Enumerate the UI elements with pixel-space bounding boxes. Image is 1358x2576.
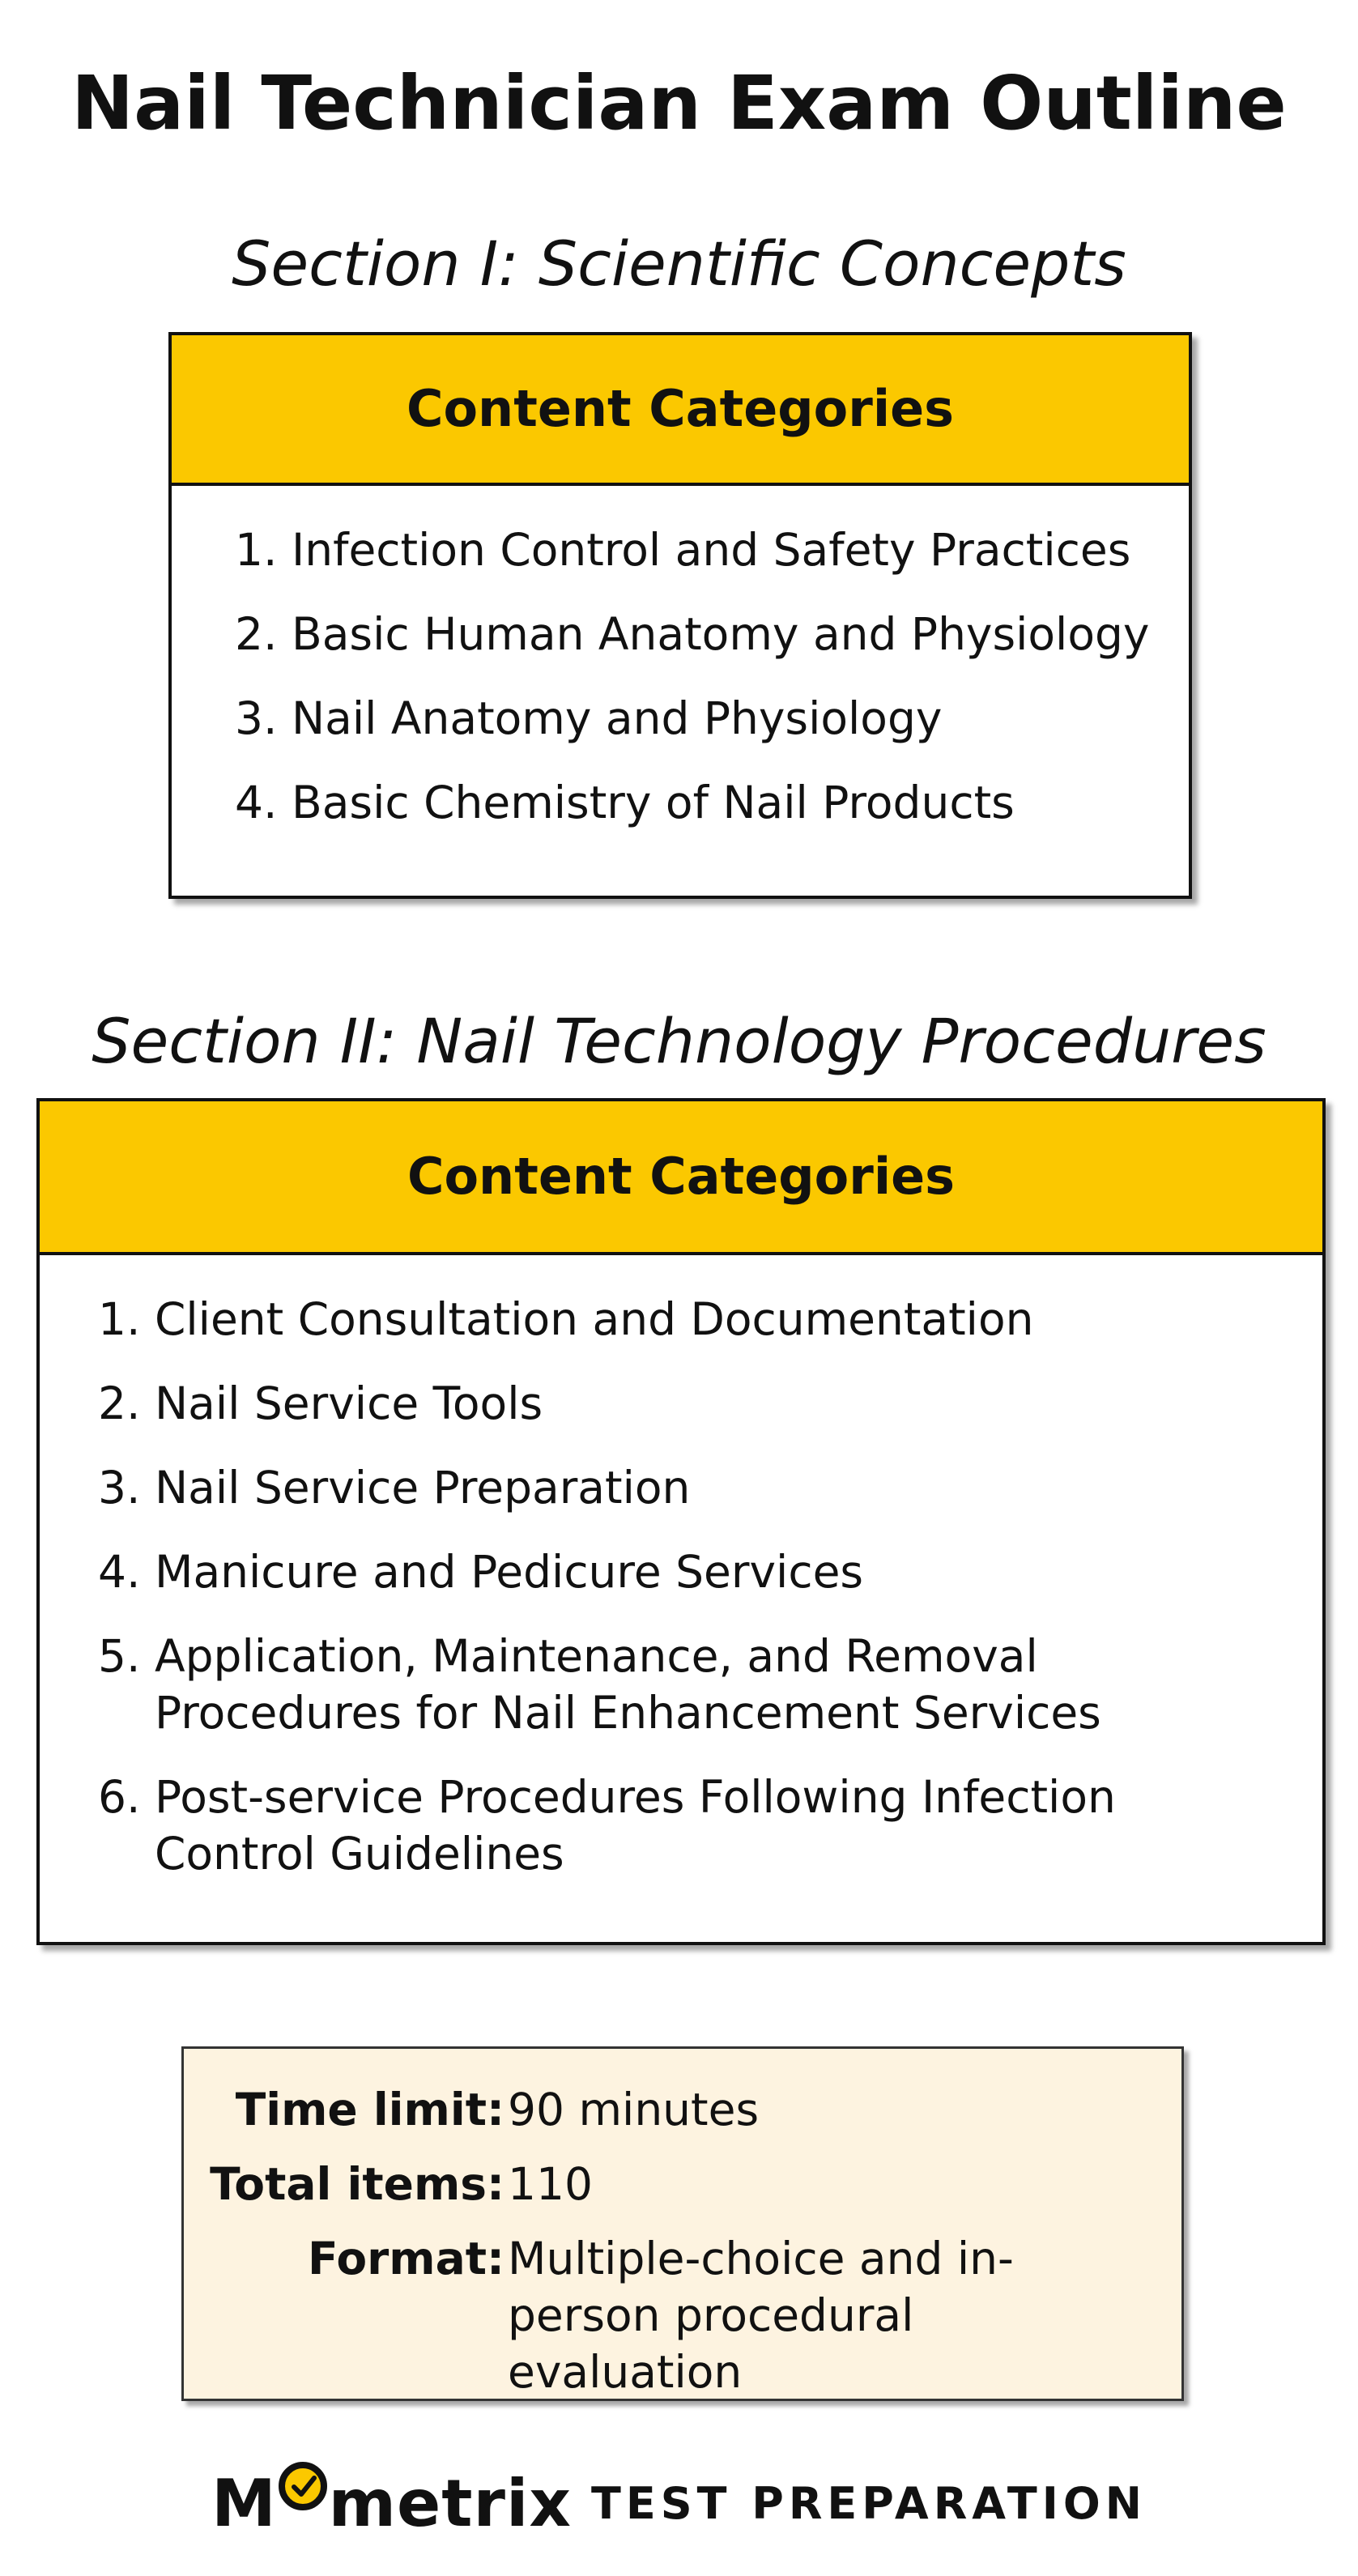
brand-tagline: TEST PREPARATION: [591, 2478, 1147, 2529]
brand-name-start: M: [211, 2466, 277, 2541]
time-limit-value: 90 minutes: [508, 2084, 760, 2135]
section-1-categories-header: Content Categories: [172, 335, 1189, 486]
time-limit-label: Time limit:: [235, 2084, 504, 2135]
total-items-label: Total items:: [210, 2158, 504, 2210]
total-items-value: 110: [508, 2158, 593, 2210]
format-label: Format:: [308, 2233, 504, 2284]
list-item: 5. Application, Maintenance, and Removal Procedures for Nail Enhancement Services: [98, 1630, 1101, 1739]
section-1-categories-list: [172, 486, 1189, 831]
checkmark-circle-icon: [279, 2462, 327, 2510]
mometrix-logo: [0, 2462, 1358, 2541]
section-2-categories-list: [40, 1255, 1322, 1882]
section-1-categories-box: [168, 332, 1192, 899]
list-item: 4. Basic Chemistry of Nail Products: [235, 777, 1015, 828]
list-item: 3. Nail Anatomy and Physiology: [235, 692, 943, 744]
list-item: 6. Post-service Procedures Following Infection Control Guidelines: [98, 1771, 1116, 1880]
list-item: 1. Infection Control and Safety Practices: [235, 524, 1131, 576]
list-item: 1. Client Consultation and Documentation: [98, 1293, 1034, 1345]
section-2-heading: Section II: Nail Technology Procedures: [92, 1005, 1266, 1077]
page-title: Nail Technician Exam Outline: [71, 60, 1287, 147]
exam-info-box: [181, 2046, 1184, 2401]
section-1-heading: Section I: Scientific Concepts: [232, 228, 1126, 300]
list-item: 4. Manicure and Pedicure Services: [98, 1546, 864, 1598]
list-item: 2. Basic Human Anatomy and Physiology: [235, 608, 1150, 660]
section-2-categories-box: [36, 1098, 1326, 1945]
brand-name-end: metrix: [328, 2466, 573, 2541]
format-value: Multiple-choice and in-person procedural evaluation: [508, 2233, 1014, 2398]
section-2-categories-header: Content Categories: [40, 1101, 1322, 1255]
list-item: 2. Nail Service Tools: [98, 1377, 543, 1429]
list-item: 3. Nail Service Preparation: [98, 1462, 691, 1514]
